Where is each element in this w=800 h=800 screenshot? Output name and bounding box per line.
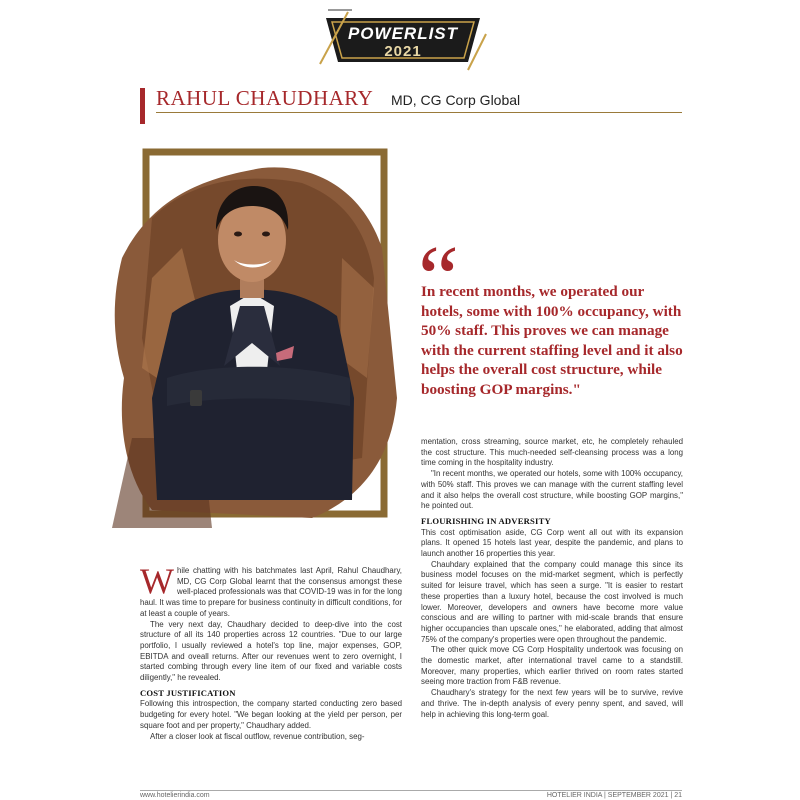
drop-cap: W [140,561,174,601]
person-role: MD, CG Corp Global [391,92,521,108]
paragraph: This cost optimisation aside, CG Corp went all out with its expansion plans. It opened 15 hotels last year, despite the pandemic, and plans to launch another 16 properties this year. [421,527,683,559]
page-footer [140,790,682,800]
paragraph: Chaudhary's strategy for the next few years will be to survive, revive and thrive. The in-depth analysis of every penny spent, and saved, will help in achieving this long-term goal. [421,688,683,719]
footer-rule [140,790,682,791]
paragraph: Chauhdary explained that the company could manage this since its business model focuses on the mid-market segment, which is perfectly suited for leisure travel, which has seen a surge. "It is easier to restart these properties than a luxury hotel, because the cost involved is much lower. Moreover, developers and owners have become more value conscious and are willing to partner with mid-scale brands that ensure higher occupancies than upscale ones," he elaborated, adding that almost 75% of the company's properties were open throughout the pandemic. [421,559,683,644]
paragraph: The other quick move CG Corp Hospitality undertook was focusing on the domestic market, after international travel came to a standstill. Moreover, many properties, which earlier thrived on room rates started seeing more traction from F&B revenue. [421,645,683,687]
intro-paragraph [140,561,402,620]
intro-text: hile chatting with his batchmates last April, Rahul Chaudhary, MD, CG Corp Global learnt that the consensus amongst these well-placed professionals was that COVID-19 was in for the long haul. It was time to prepare for business continuity in difficult conditions, for at least a couple of years. [140,566,402,618]
quote-mark-icon: “ [418,227,459,329]
portrait-photo [112,138,402,528]
header-accent [140,88,145,124]
paragraph: The very next day, Chaudhary decided to deep-dive into the cost structure of all its 140 properties across 12 countries. "Due to our large portfolio, I usually reviewed a hotel's top line, major expenses, GOP, EBITDA and oveall returns. After our revenues went to zero overnight, I started combing through every line item of our fixed and variable costs diligently," he revealed. [140,619,402,683]
powerlist-2021-logo [318,8,488,72]
header-rule [156,112,682,113]
article-column-1 [140,561,402,742]
logo-line2: 2021 [384,43,422,60]
pull-quote: In recent months, we operated our hotels, some with 100% occupancy, with 50% staff. This proves we can manage with the current staffing level and it also helps the overall cost structure, while boosting GOP margins." [421,283,683,398]
section-heading-flourishing: FLOURISHING IN ADVERSITY [421,515,551,526]
footer-folio: HOTELIER INDIA | SEPTEMBER 2021 | 21 [546,792,682,799]
article-column-2 [421,437,683,720]
paragraph: Following this introspection, the company started conducting zero based budgeting for every hotel. "We began looking at the yield per person, per square foot and per property," Chaudhary added. [140,699,402,730]
logo-line1: POWERLIST [347,24,459,43]
section-heading-cost-justification: COST JUSTIFICATION [140,687,236,698]
footer-website: www.hotelierindia.com [140,792,210,799]
paragraph: mentation, cross streaming, source market, etc, he completely rehauled the cost structure. This much-needed self-cleansing process was a long time coming in the hospitality industry. [421,437,683,468]
paragraph: After a closer look at fiscal outflow, revenue contribution, seg- [150,731,365,741]
paragraph: "In recent months, we operated our hotels, some with 100% occupancy, with 50% staff. This proves we can manage with the current staffing level and it also helps the overall cost structure, while boosting GOP margins," he pointed out. [421,469,683,511]
person-name: RAHUL CHAUDHARY [156,86,374,110]
